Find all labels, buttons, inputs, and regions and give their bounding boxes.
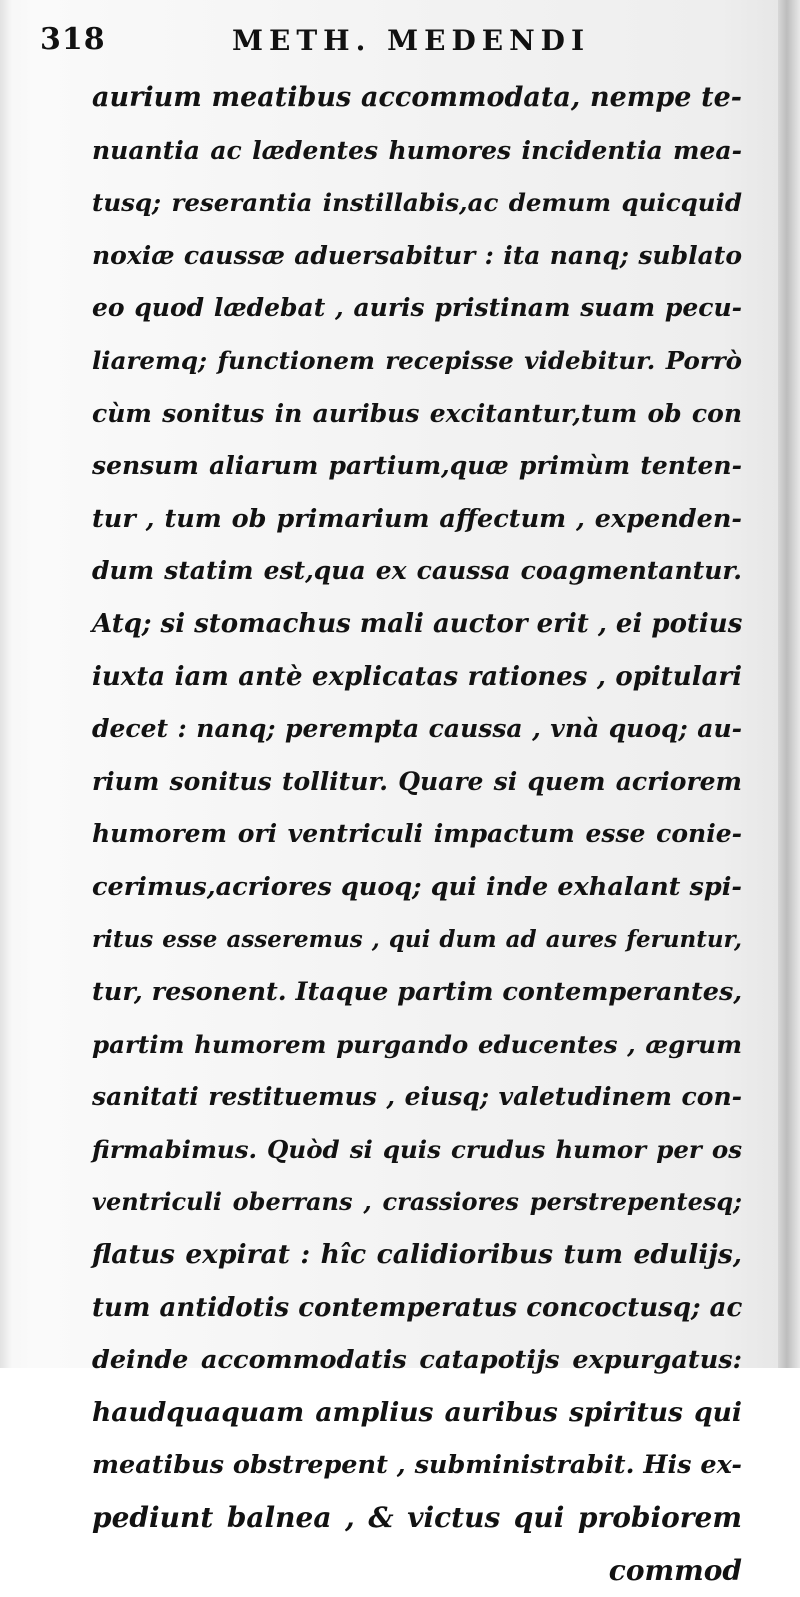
- catchword: commod: [608, 1553, 742, 1587]
- text-line: partim humorem purgando educentes , ægrum: [92, 1029, 742, 1059]
- text-line: rium sonitus tollitur. Quare si quem acriorem: [92, 766, 742, 796]
- running-head: METH. MEDENDI: [232, 24, 591, 57]
- text-line: humorem ori ventriculi impactum esse conie-: [92, 819, 742, 849]
- text-line: tusq; reserantia instillabis,ac demum quicquid: [92, 188, 742, 218]
- text-line: haudquaquam amplius auribus spiritus qui: [92, 1396, 742, 1428]
- text-line: meatibus obstrepent , subministrabit. His ex-: [92, 1450, 742, 1481]
- text-line: ritus esse asseremus , qui dum ad aures feruntur,: [92, 925, 742, 953]
- text-line: sensum aliarum partium,quæ primùm tenten-: [92, 451, 742, 481]
- text-line: liaremq; functionem recepisse videbitur. Porrò: [92, 345, 742, 375]
- text-line: aurium meatibus accommodata, nempe te-: [92, 82, 742, 113]
- text-line: Atq; si stomachus mali auctor erit , ei potius: [92, 608, 743, 639]
- text-line: iuxta iam antè explicatas rationes , opitulari: [92, 661, 742, 692]
- text-line: sanitati restituemus , eiusq; valetudinem con-: [92, 1082, 742, 1112]
- text-line: dum statim est,qua ex caussa coagmentantur.: [92, 556, 742, 586]
- page-left-edge: [0, 0, 12, 1368]
- text-body: [92, 72, 742, 1597]
- text-line: flatus expirat : hîc calidioribus tum edulijs,: [92, 1239, 742, 1271]
- text-line: deinde accommodatis catapotijs expurgatus:: [92, 1345, 742, 1376]
- text-line: tur, resonent. Itaque partim contemperantes,: [92, 977, 743, 1008]
- text-line: cerimus,acriores quoq; qui inde exhalant spi-: [92, 871, 742, 902]
- text-line: tur , tum ob primarium affectum , expenden-: [92, 503, 742, 534]
- text-line: ventriculi oberrans , crassiores perstrepentesq;: [92, 1187, 742, 1217]
- text-line: decet : nanq; perempta caussa , vnà quoq; au-: [92, 714, 742, 744]
- page-number: 318: [40, 22, 106, 57]
- page-gutter-shadow: [778, 0, 800, 1368]
- text-line: eo quod lædebat , auris pristinam suam pecu-: [92, 293, 742, 323]
- text-line: tum antidotis contemperatus concoctusq; ac: [92, 1292, 743, 1323]
- text-line: nuantia ac lædentes humores incidentia mea-: [92, 135, 742, 165]
- text-line: noxiæ caussæ aduersabitur : ita nanq; sublato: [92, 240, 742, 270]
- text-line: firmabimus. Quòd si quis crudus humor per os: [92, 1134, 742, 1164]
- text-line: pediunt balnea , & victus qui probiorem: [92, 1501, 742, 1535]
- text-line: cùm sonitus in auribus excitantur,tum ob con: [92, 398, 742, 428]
